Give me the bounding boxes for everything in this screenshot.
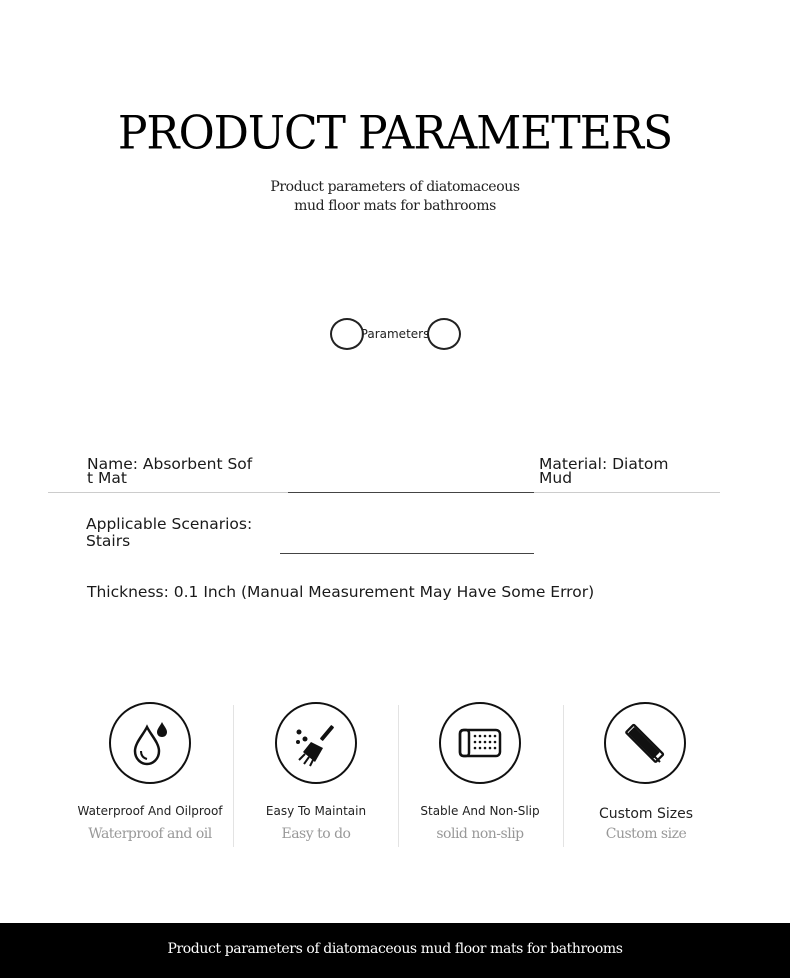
feature-separator xyxy=(563,705,564,847)
feature-ghost-text: solid non-slip xyxy=(436,826,524,842)
feature-label: Easy To Maintain xyxy=(265,804,367,818)
spec-scenarios xyxy=(86,516,276,550)
broom-icon xyxy=(275,702,357,784)
parameters-badge xyxy=(325,317,465,351)
water-drop-icon xyxy=(109,702,191,784)
divider-line-1 xyxy=(288,492,534,493)
spec-name xyxy=(87,457,257,485)
divider-fade-right xyxy=(534,492,720,493)
spec-thickness: Thickness: 0.1 Inch (Manual Measurement May Have Some Error) xyxy=(87,583,595,601)
ruler-pencil-icon xyxy=(604,702,686,784)
feature-label: Waterproof And Oilproof xyxy=(77,804,223,818)
mat-icon xyxy=(439,702,521,784)
divider-fade-left xyxy=(48,492,288,493)
subtitle-line-2: mud floor mats for bathrooms xyxy=(294,198,496,214)
page-title: PRODUCT PARAMETERS xyxy=(117,106,673,161)
spec-material xyxy=(539,457,689,485)
feature-ghost-text: Easy to do xyxy=(281,826,351,842)
divider-line-2 xyxy=(280,553,534,554)
feature-separator xyxy=(233,705,234,847)
footer-text: Product parameters of diatomaceous mud floor mats for bathrooms xyxy=(167,941,623,957)
feature-label: Custom Sizes xyxy=(598,806,694,822)
spec-name-line-2: t Mat xyxy=(87,469,127,487)
spec-scenarios-line-1: Applicable Scenarios: xyxy=(86,515,253,533)
feature-separator xyxy=(398,705,399,847)
footer-bar xyxy=(0,923,790,978)
spec-name-line-1: Name: Absorbent Sof xyxy=(87,455,253,473)
spec-material-line-1: Material: Diatom xyxy=(539,455,669,473)
feature-ghost-text: Waterproof and oil xyxy=(88,826,212,842)
spec-material-line-2: Mud xyxy=(539,469,573,487)
feature-ghost-text: Custom size xyxy=(605,826,687,842)
parameters-label: Parameters xyxy=(360,327,430,341)
spec-scenarios-line-2: Stairs xyxy=(86,532,131,550)
subtitle-line-1: Product parameters of diatomaceous xyxy=(270,179,520,195)
feature-label: Stable And Non-Slip xyxy=(420,804,540,818)
page-subtitle xyxy=(0,178,790,216)
